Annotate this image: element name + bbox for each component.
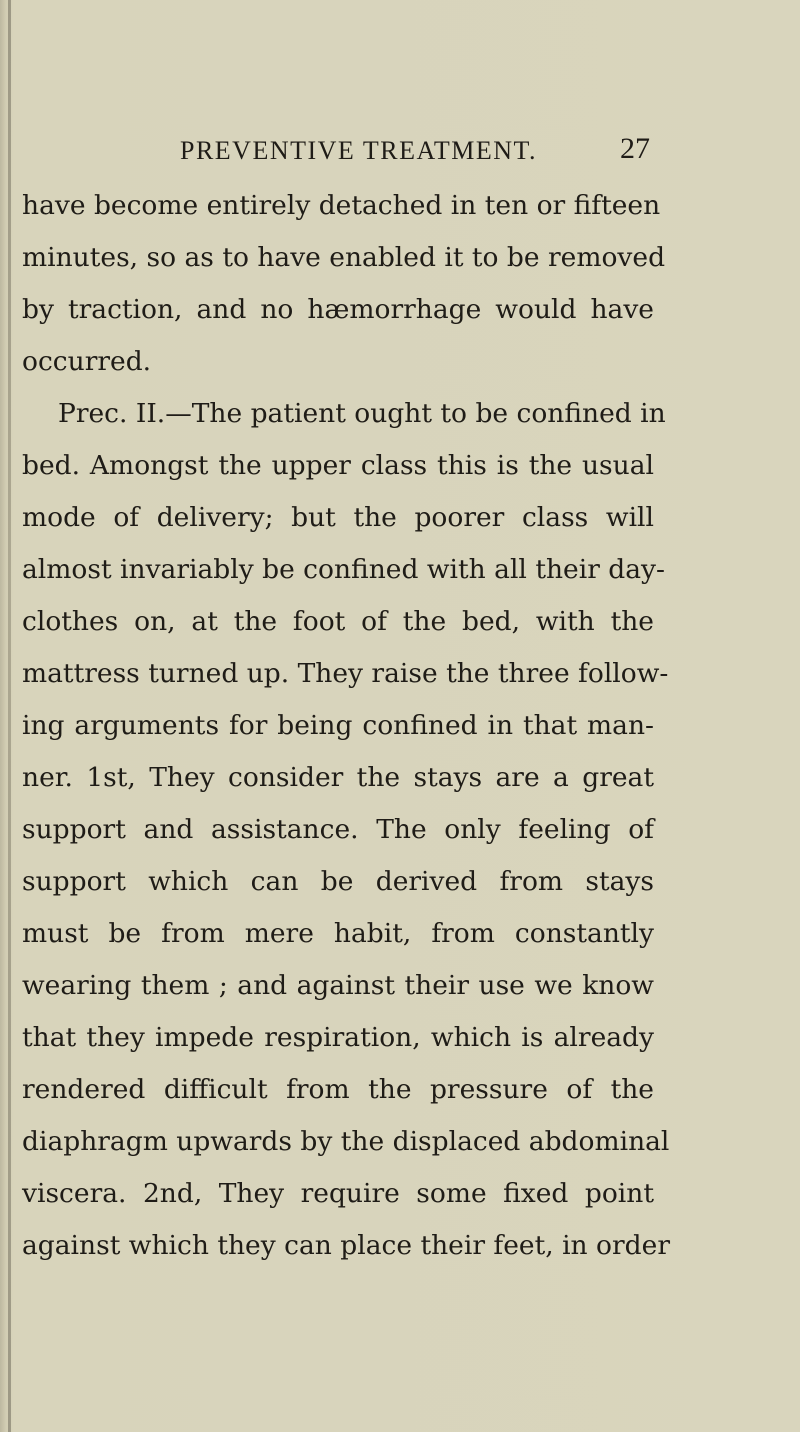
- running-title: PREVENTIVE TREATMENT.: [180, 136, 537, 165]
- page-number: 27: [620, 132, 650, 165]
- page-header: [180, 132, 650, 172]
- body-text: [22, 180, 670, 1272]
- text-line: viscera. 2nd, They require some fixed point: [22, 1178, 654, 1209]
- text-line: minutes, so as to have enabled it to be removed: [22, 242, 666, 273]
- text-line: that they impede respiration, which is already: [22, 1022, 654, 1053]
- text-line: have become entirely detached in ten or fifteen: [22, 190, 661, 221]
- text-line: clothes on, at the foot of the bed, with the: [22, 606, 654, 637]
- text-line: ing arguments for being confined in that man-: [22, 710, 654, 741]
- text-line: mode of delivery; but the poorer class will: [22, 502, 654, 533]
- text-line: wearing them ; and against their use we know: [22, 970, 654, 1001]
- text-line: against which they can place their feet, in order: [22, 1230, 670, 1261]
- text-line: almost invariably be confined with all their day-: [22, 554, 665, 585]
- text-line: support and assistance. The only feeling of: [22, 814, 654, 845]
- text-line: ner. 1st, They consider the stays are a great: [22, 762, 654, 793]
- text-line: bed. Amongst the upper class this is the usual: [22, 450, 654, 481]
- text-line: diaphragm upwards by the displaced abdominal: [22, 1126, 670, 1157]
- text-line: by traction, and no hæmorrhage would have: [22, 294, 654, 325]
- text-line: must be from mere habit, from constantly: [22, 918, 654, 949]
- text-line: Prec. II.—The patient ought to be confined in: [58, 398, 666, 429]
- text-line: support which can be derived from stays: [22, 866, 654, 897]
- text-line: mattress turned up. They raise the three follow-: [22, 658, 669, 689]
- binding-gutter: [8, 0, 11, 1432]
- text-line: occurred.: [22, 346, 152, 377]
- text-line: rendered difficult from the pressure of the: [22, 1074, 654, 1105]
